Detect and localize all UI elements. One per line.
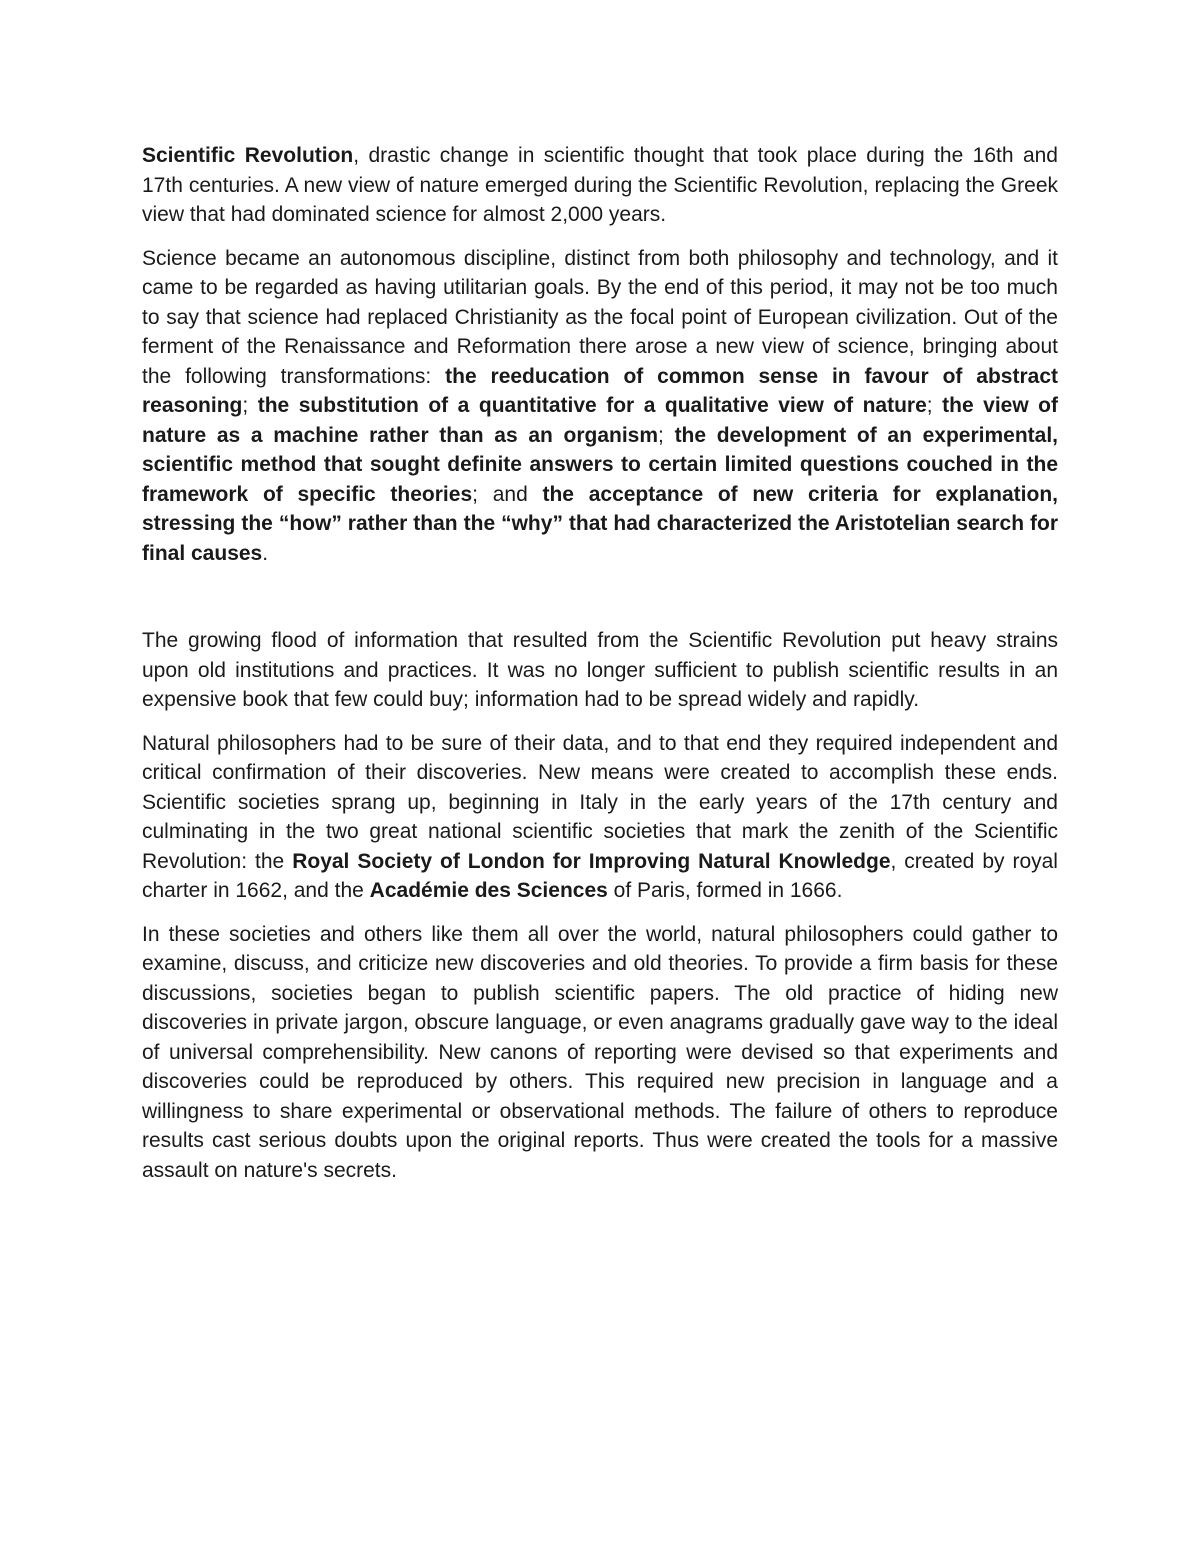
text-run: Natural philosophers had to be sure of their data, and to that end they required independent and critical confirmation of their discoveries. New means were created to accomplish these ends. Scientific societies sprang up, beginning in Italy in the early years of the 17th century and culminating in the two great national scientific societies that mark the zenith of the Scientific Revolution: the bbox=[142, 731, 1058, 873]
transformation-4: the development of an experimental, scientific method that sought definite answers to certain limited questions couched in the framework of specific theories bbox=[142, 423, 1058, 506]
transformation-1: the reeducation of common sense in favour of abstract reasoning bbox=[142, 364, 1059, 417]
transformation-2: the substitution of a quantitative for a qualitative view of nature bbox=[257, 394, 927, 417]
paragraph-transformations bbox=[142, 244, 1058, 569]
paragraph-scientific-societies bbox=[142, 729, 1058, 906]
paragraph-societies-publishing bbox=[142, 920, 1058, 1186]
text-run: The growing flood of information that resulted from the Scientific Revolution put heavy strains upon old institutions and practices. It was no longer sufficient to publish scientific results in an expensive book that few could buy; information had to be spread widely and rapidly. bbox=[142, 629, 1058, 711]
term-scientific-revolution: Scientific Revolution bbox=[142, 144, 354, 167]
transformation-5: the acceptance of new criteria for explanation, stressing the “how” rather than the “why” that had characterized the Aristotelian search for final causes bbox=[142, 482, 1059, 565]
text-run: , drastic change in scientific thought that took place during the 16th and 17th centuries. A new view of nature emerged during the Scientific Revolution, replacing the Greek view that had dominated science for almost 2,000 years. bbox=[142, 144, 1058, 226]
transformation-3: the view of nature as a machine rather than as an organism bbox=[142, 394, 1058, 447]
text-run: , created by royal charter in 1662, and the bbox=[142, 849, 1058, 902]
paragraph-intro bbox=[142, 141, 1058, 230]
text-run: ; and bbox=[472, 482, 543, 506]
text-run: ; bbox=[658, 423, 675, 447]
term-royal-society: Royal Society of London for Improving Natural Knowledge bbox=[292, 849, 891, 873]
document-page bbox=[142, 141, 1058, 1199]
text-run: Science became an autonomous discipline, distinct from both philosophy and technology, and it came to be regarded as having utilitarian goals. By the end of this period, it may not be too much to say that science had replaced Christianity as the focal point of European civilization. Out of the ferment of the Renaissance and Reformation there arose a new view of science, bringing about the following transformations: bbox=[142, 246, 1058, 388]
text-run: . bbox=[262, 541, 269, 565]
text-run: ; bbox=[926, 394, 943, 417]
text-run: of Paris, formed in 1666. bbox=[607, 879, 843, 902]
term-academie-des-sciences: Académie des Sciences bbox=[369, 879, 608, 902]
text-run: ; bbox=[242, 394, 258, 417]
paragraph-information-flood bbox=[142, 626, 1058, 715]
text-run: In these societies and others like them all over the world, natural philosophers could gather to examine, discuss, and criticize new discoveries and old theories. To provide a firm basis for these discussions, societies began to publish scientific papers. The old practice of hiding new discoveries in private jargon, obscure language, or even anagrams gradually gave way to the ideal of universal comprehensibility. New canons of reporting were devised so that experiments and discoveries could be reproduced by others. This required new precision in language and a willingness to share experimental or observational methods. The failure of others to reproduce results cast serious doubts upon the original reports. Thus were created the tools for a massive assault on nature's secrets. bbox=[142, 922, 1058, 1182]
